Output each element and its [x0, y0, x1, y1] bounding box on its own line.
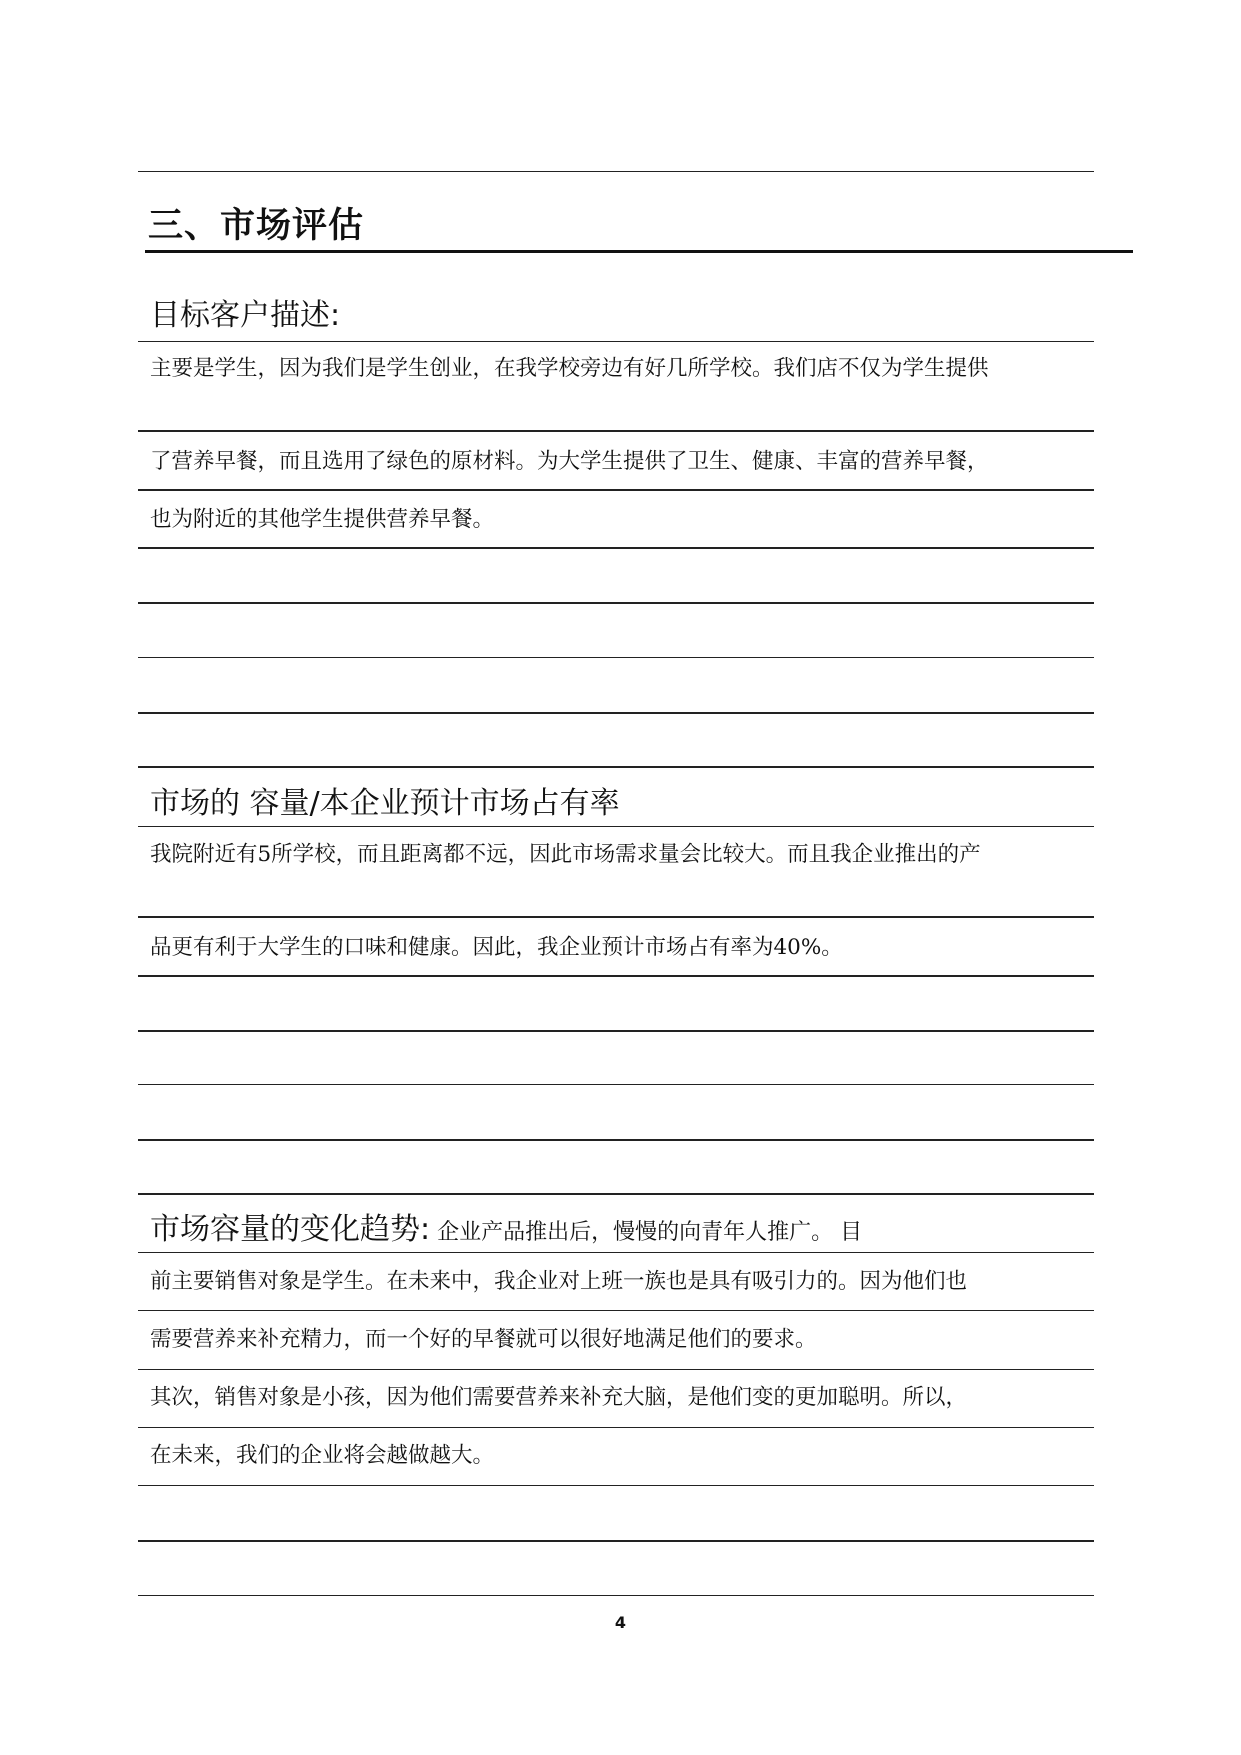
text-line: 需要营养来补充精力，而一个好的早餐就可以很好地满足他们的要求。	[150, 1327, 817, 1352]
rule	[138, 430, 1094, 432]
text-line: 品更有利于大学生的口味和健康。因此，我企业预计市场占有率为40%。	[150, 935, 843, 960]
rule	[138, 975, 1094, 977]
section-title-capacity-trend	[150, 1204, 862, 1248]
rule	[138, 712, 1094, 714]
text-line: 了营养早餐，而且选用了绿色的原材料。为大学生提供了卫生、健康、丰富的营养早餐，	[150, 449, 989, 474]
text-line: 我院附近有5所学校，而且距离都不远，因此市场需求量会比较大。而且我企业推出的产	[150, 842, 981, 867]
section-title-market-capacity: 市场的 容量/本企业预计市场占有率	[150, 786, 620, 821]
text-line: 在未来，我们的企业将会越做越大。	[150, 1443, 495, 1468]
rule	[138, 547, 1094, 549]
rule	[138, 826, 1094, 827]
text-line: 主要是学生，因为我们是学生创业，在我学校旁边有好几所学校。我们店不仅为学生提供	[150, 356, 989, 381]
rule	[138, 1485, 1094, 1486]
rule	[138, 1193, 1094, 1195]
rule	[138, 341, 1094, 342]
rule	[138, 1084, 1094, 1085]
rule	[138, 1369, 1094, 1370]
text-line: 也为附近的其他学生提供营养早餐。	[150, 507, 495, 532]
top-rule	[138, 171, 1094, 172]
section-heading: 三、市场评估	[148, 206, 365, 246]
rule	[138, 1595, 1094, 1596]
text-line: 前主要销售对象是学生。在未来中，我企业对上班一族也是具有吸引力的。因为他们也	[150, 1269, 968, 1294]
rule	[138, 916, 1094, 918]
rule	[138, 657, 1094, 658]
rule	[138, 766, 1094, 768]
rule	[138, 1252, 1094, 1253]
rule	[138, 489, 1094, 491]
rule	[138, 1540, 1094, 1542]
section-title-target-customers: 目标客户描述:	[150, 298, 341, 333]
rule	[138, 602, 1094, 604]
rule	[138, 1427, 1094, 1428]
page-number: 4	[614, 1613, 627, 1632]
rule	[138, 1030, 1094, 1032]
text-line: 其次，销售对象是小孩，因为他们需要营养来补充大脑，是他们变的更加聪明。所以，	[150, 1385, 968, 1410]
heading-underline	[145, 250, 1133, 253]
rule	[138, 1310, 1094, 1311]
section-title-text: 市场容量的变化趋势:	[150, 1212, 431, 1247]
rule	[138, 1139, 1094, 1141]
section-title-inline-text: 企业产品推出后，慢慢的向青年人推广。 目	[430, 1220, 863, 1245]
